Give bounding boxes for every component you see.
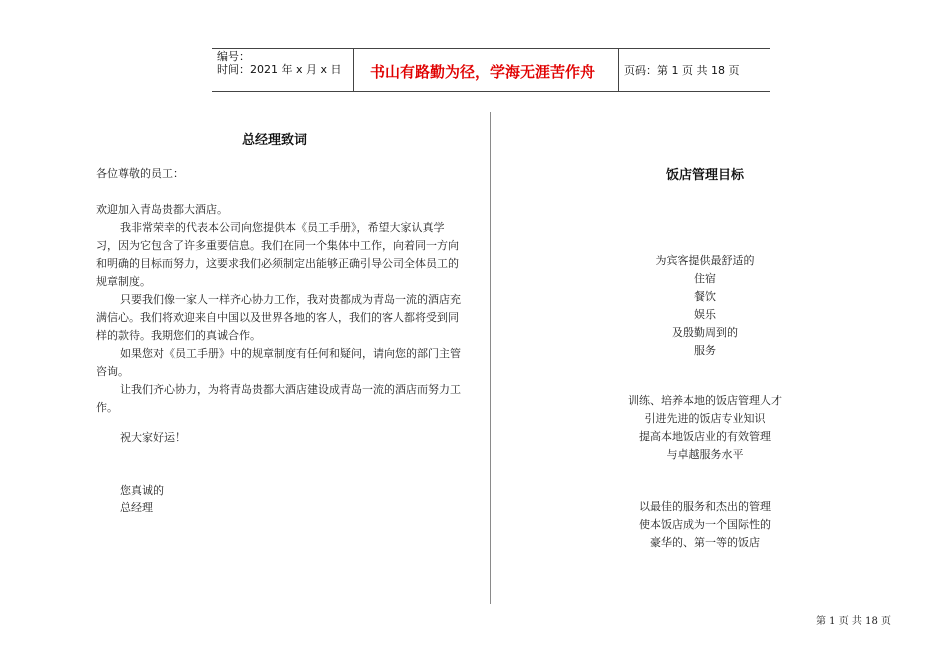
goal-group-2 (600, 392, 810, 464)
goal-line: 使本饭店成为一个国际性的 (639, 518, 771, 531)
header-divider-left (353, 48, 354, 92)
goal-line: 及殷勤周到的 (672, 326, 738, 339)
serial-number-label: 编号： (217, 50, 250, 63)
letter-paragraph: 如果您对《员工手册》中的规章制度有任何和疑问，请向您的部门主管咨询。 (96, 347, 461, 378)
goal-line: 餐饮 (694, 290, 716, 303)
header-bottom-rule (212, 91, 770, 92)
page-footer: 第 1 页 共 18 页 (816, 616, 891, 627)
date-line: 时间：2021 年 x 月 x 日 (217, 63, 342, 76)
good-luck-wish: 祝大家好运！ (120, 431, 186, 444)
goal-line: 以最佳的服务和杰出的管理 (639, 500, 771, 513)
letter-paragraph: 只要我们像一家人一样齐心协力工作，我对贵都成为青岛一流的酒店充满信心。我们将欢迎来自中国以及世界各地的客人，我们的客人都将受到同样的款待。我期您们的真诚合作。 (96, 293, 461, 342)
signature: 总经理 (120, 501, 153, 514)
header-page-info: 页码：第 1 页 共 18 页 (624, 64, 740, 77)
goal-line: 引进先进的饭店专业知识 (644, 412, 766, 425)
left-page-title: 总经理致词 (242, 133, 308, 148)
closing-line: 您真诚的 (120, 484, 164, 497)
goal-line: 豪华的、第一等的饭店 (650, 536, 760, 549)
letter-body (96, 201, 466, 417)
goal-line: 提高本地饭店业的有效管理 (639, 430, 771, 443)
goal-line: 娱乐 (694, 308, 716, 321)
goal-group-3 (600, 498, 810, 552)
page-divider (490, 112, 491, 604)
goal-group-1 (600, 252, 810, 360)
goal-line: 与卓越服务水平 (666, 448, 744, 461)
letter-paragraph: 让我们齐心协力，为将青岛贵都大酒店建设成青岛一流的酒店而努力工作。 (96, 383, 461, 414)
welcome-line: 欢迎加入青岛贵都大酒店。 (96, 203, 228, 216)
goal-line: 住宿 (694, 272, 716, 285)
right-page-title: 饭店管理目标 (666, 168, 745, 183)
letter-paragraph: 我非常荣幸的代表本公司向您提供本《员工手册》，希望大家认真学习，因为它包含了许多重要信息。我们在同一个集体中工作，向着同一方向和明确的目标而努力，这要求我们必须制定出能够正确引导公司全体员工的规章制度。 (96, 221, 459, 288)
header-motto: 书山有路勤为径，学海无涯苦作舟 (370, 63, 596, 81)
goal-line: 为宾客提供最舒适的 (655, 254, 755, 267)
header-top-rule (212, 48, 770, 49)
header-divider-right (618, 48, 619, 92)
salutation: 各位尊敬的员工： (96, 167, 184, 180)
goal-line: 训练、培养本地的饭店管理人才 (628, 394, 782, 407)
goal-line: 服务 (694, 344, 716, 357)
